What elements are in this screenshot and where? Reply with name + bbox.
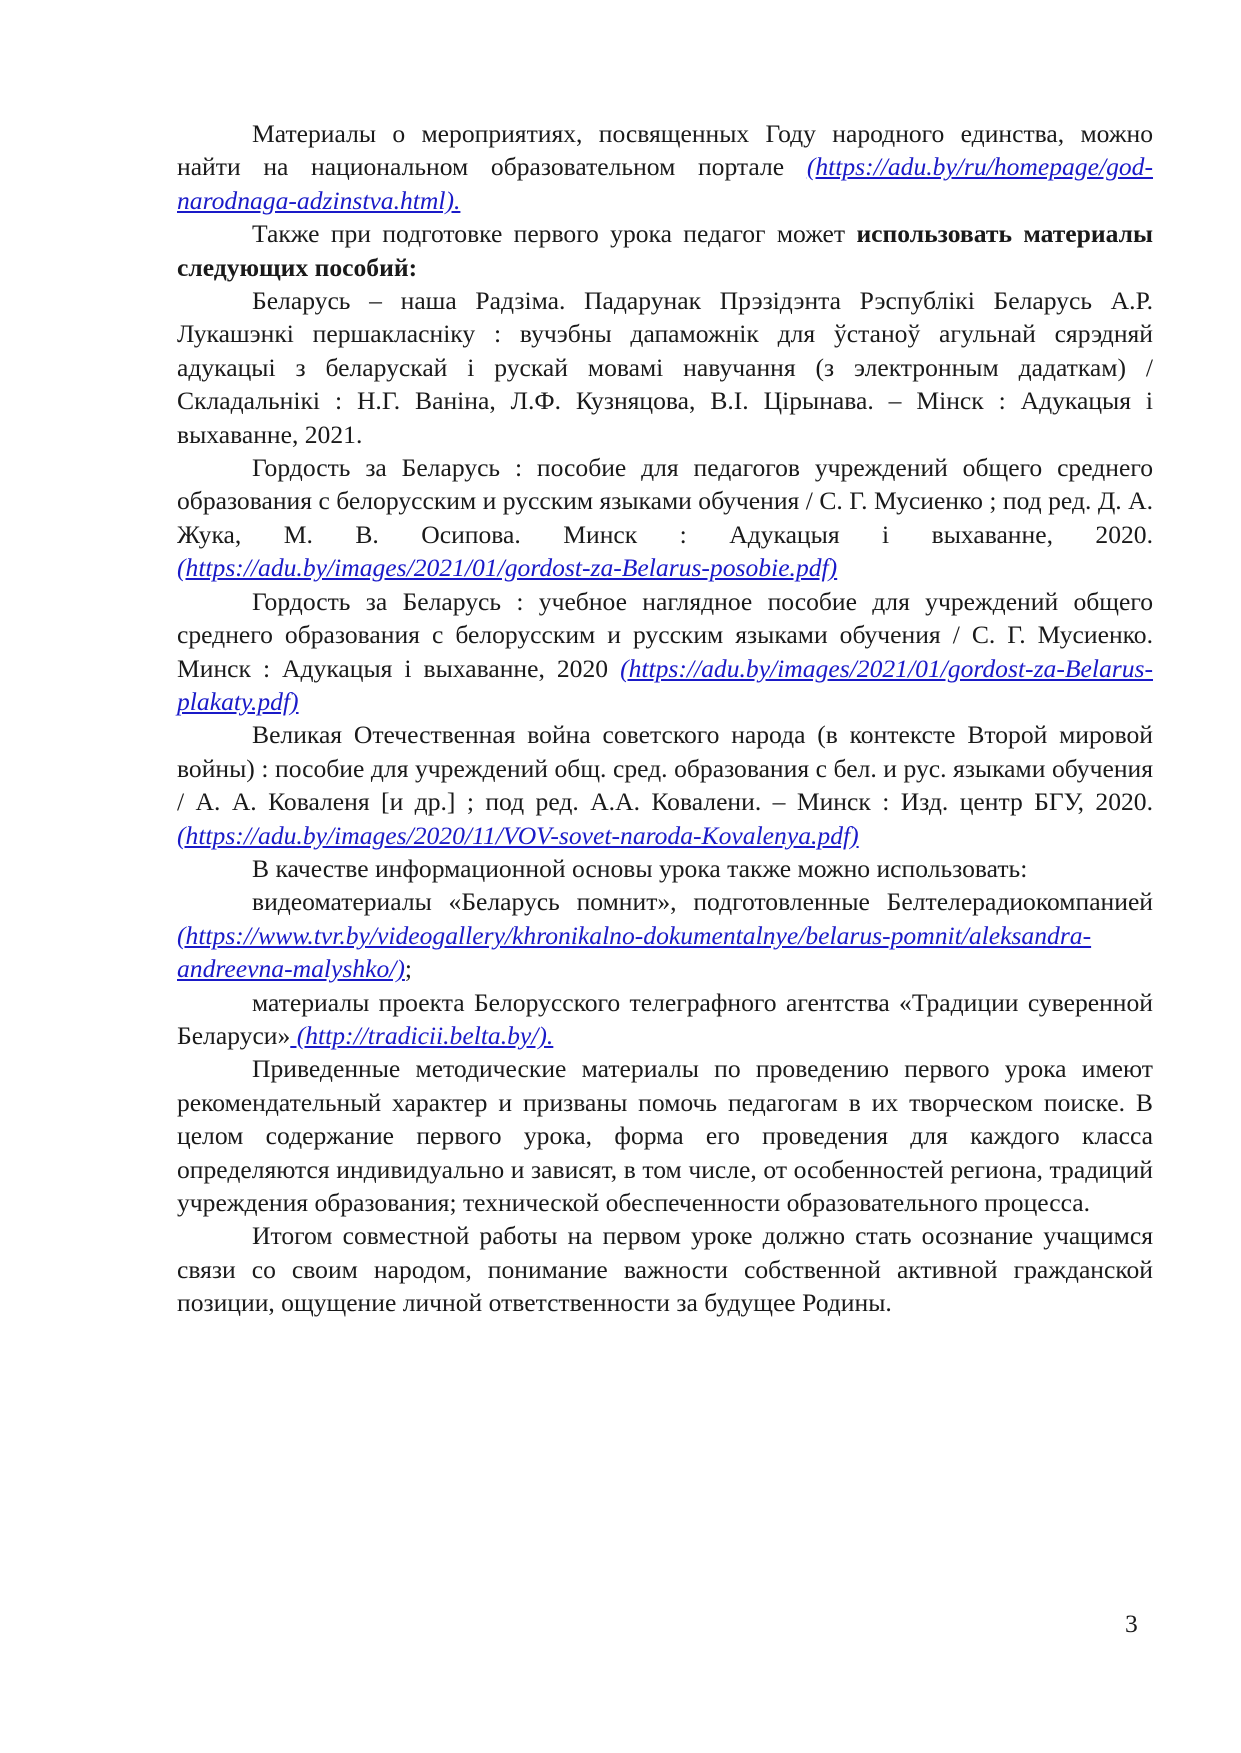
paragraph-text: В качестве информационной основы урока также можно использовать: — [252, 853, 1028, 883]
paragraph-text: Материалы о мероприятиях, посвященных Году народного единства, можно найти на национальном образовательном портале — [177, 119, 1153, 182]
document-body — [177, 117, 1153, 1320]
paragraph-video-materials — [177, 885, 1153, 985]
paragraph-text: Гордость за Беларусь : учебное наглядное пособие для учреждений общего среднего образования с белорусским и русским языками обучения / С. Г. Мусиенко. Минск : Адукацыя і выхаванне, 2020 — [177, 586, 1153, 683]
paragraph-belarus-radzima — [177, 284, 1153, 451]
bold-text: использовать материалы следующих пособий — [177, 219, 1153, 282]
page-number: 3 — [1125, 1609, 1138, 1638]
paragraph-text: Приведенные методические материалы по проведению первого урока имеют рекомендательный характер и призваны помочь педагогам в их творческом поиске. В целом содержание первого урока, форма его проведения для каждого класса определяются индивидуально и зависят, в том числе, от особенностей региона, традиций учреждения образования; технической обеспеченности образовательного процесса. — [177, 1054, 1153, 1217]
link-gordost-posobie[interactable]: (https://adu.by/images/2021/01/gordost-za-Belarus-posobie.pdf) — [177, 553, 838, 583]
paragraph-text: Великая Отечественная война советского народа (в контексте Второй мировой войны) : пособие для учреждений общ. сред. образования с бел. и рус. языками обучения / А. А. Коваленя [и др.] ; под ред. А.А. Ковалени. – Минск : Изд. центр БГУ, 2020. — [177, 720, 1153, 817]
paragraph-manuals-intro — [177, 217, 1153, 284]
paragraph-text: Беларусь – наша Радзіма. Падарунак Прэзідэнта Рэспублікі Беларусь А.Р. Лукашэнкі першакласніку : вучэбны дапаможнік для ўстаноў агульнай сярэдняй адукацыі з беларускай і рускай мовамі навучання (з электронным дадаткам) / Складальнікі : Н.Г. Ваніна, Л.Ф. Кузняцова, В.І. Цірынава. – Мінск : Адукацыя і выхаванне, 2021. — [177, 286, 1153, 449]
paragraph-text: Итогом совместной работы на первом уроке должно стать осознание учащимся связи со своим народом, понимание важности собственной активной гражданской позиции, ощущение личной ответственности за будущее Родины. — [177, 1221, 1153, 1318]
paragraph-belta-project — [177, 986, 1153, 1053]
link-gordost-plakaty[interactable]: (https://adu.by/images/2021/01/gordost-za-Belarus-plakaty.pdf) — [177, 653, 1153, 716]
paragraph-portal-materials — [177, 117, 1153, 217]
paragraph-text: видеоматериалы «Беларусь помнит», подготовленные Белтелерадиокомпанией — [252, 887, 1153, 917]
paragraph-gordost-posobie — [177, 451, 1153, 585]
paragraph-gordost-plakaty — [177, 585, 1153, 719]
bold-colon: : — [408, 252, 418, 282]
link-tvr-belarus-pomnit[interactable]: (https://www.tvr.by/videogallery/khronikalno-dokumentalnye/belarus-pomnit/aleksandra-andreevna-malyshko/) — [177, 920, 1092, 984]
paragraph-text: Также при подготовке первого урока педагог может — [252, 219, 857, 249]
paragraph-info-basis — [177, 852, 1153, 885]
paragraph-methodical-note — [177, 1052, 1153, 1219]
link-adu-god-narodnaga[interactable]: (https://adu.by/ru/homepage/god-narodnaga-adzinstva.html). — [177, 152, 1153, 215]
paragraph-conclusion — [177, 1219, 1153, 1319]
paragraph-semicolon: ; — [404, 954, 413, 984]
paragraph-text: Гордость за Беларусь : пособие для педагогов учреждений общего среднего образования с белорусским и русским языками обучения / С. Г. Мусиенко ; под ред. Д. А. Жука, М. В. Осипова. Минск : Адукацыя і выхаванне, 2020. — [177, 453, 1153, 549]
paragraph-text: материалы проекта Белорусского телеграфного агентства «Традиции суверенной Беларуси» — [177, 987, 1153, 1050]
link-vov-kovalenya[interactable]: (https://adu.by/images/2020/11/VOV-sovet-naroda-Kovalenya.pdf) — [177, 820, 859, 850]
link-tradicii-belta[interactable]: (http://tradicii.belta.by/). — [290, 1020, 554, 1050]
paragraph-vov — [177, 718, 1153, 852]
